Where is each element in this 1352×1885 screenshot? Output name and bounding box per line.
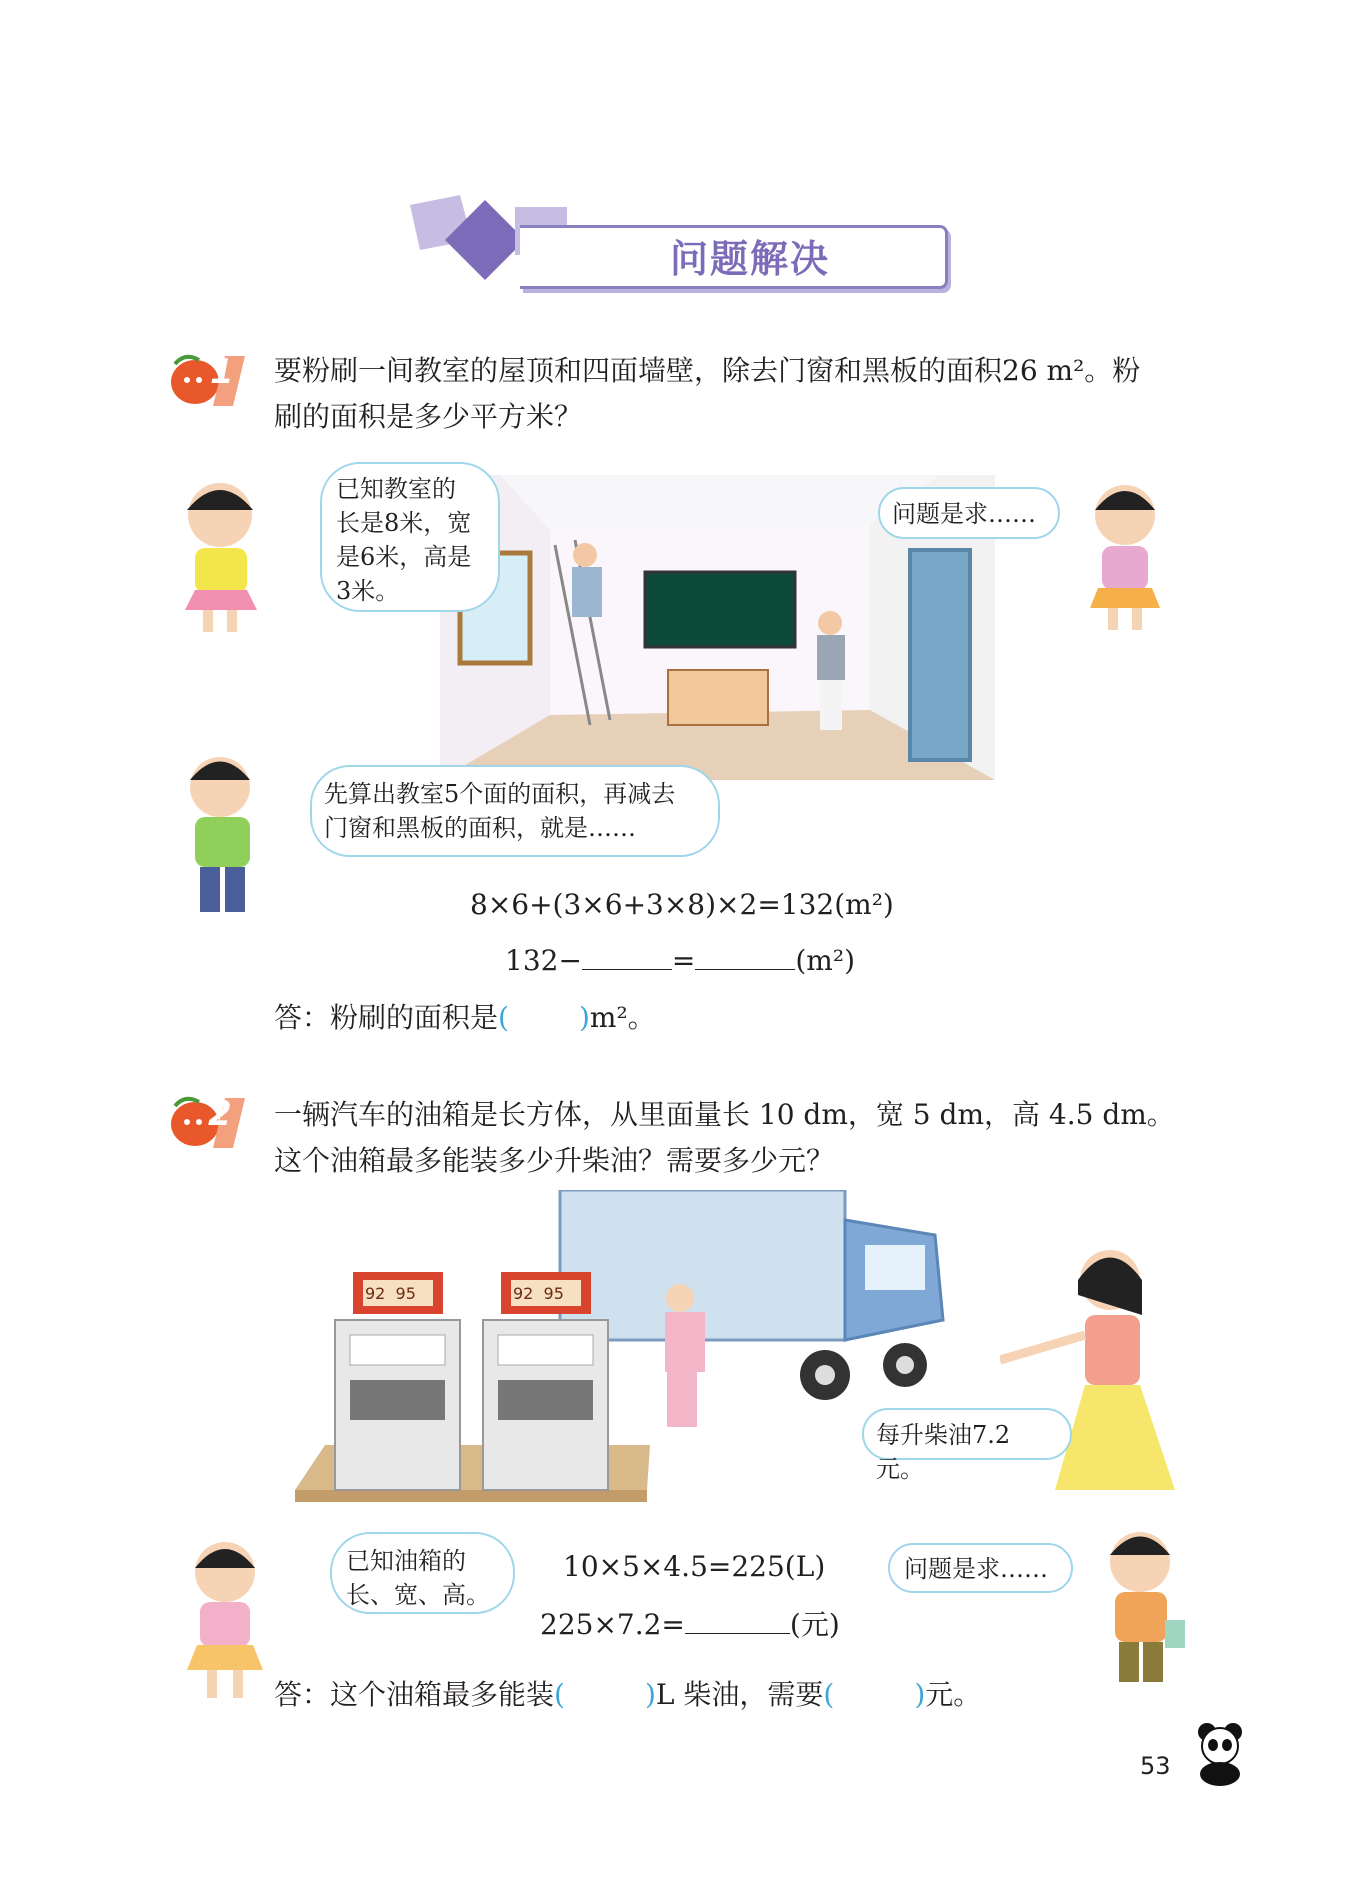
answer-2 bbox=[274, 1672, 981, 1718]
paren-open: ( bbox=[498, 1001, 509, 1034]
girl-figure-left bbox=[165, 470, 280, 640]
equals-sign: = bbox=[671, 944, 696, 977]
bubble-line: 3米。 bbox=[336, 577, 400, 605]
bubble-text: 问题是求…… bbox=[904, 1555, 1048, 1583]
equation-cost bbox=[540, 1603, 840, 1643]
bubble-line: 先算出教室5个面的面积，再减去 bbox=[324, 780, 676, 808]
equation-subtraction bbox=[505, 943, 855, 977]
equation-surface-area: 8×6+(3×6+3×8)×2=132(m²) bbox=[470, 888, 894, 921]
equation-left: 132− bbox=[505, 944, 582, 977]
girl-figure-right bbox=[1060, 470, 1190, 640]
girl-character-icon bbox=[1060, 470, 1190, 640]
panda-mascot bbox=[1185, 1718, 1255, 1788]
paren-close: ) bbox=[578, 1001, 590, 1034]
page-title: 问题解决 bbox=[670, 236, 831, 281]
equation-volume: 10×5×4.5=225(L) bbox=[563, 1550, 826, 1583]
bubble-line: 门窗和黑板的面积，就是…… bbox=[324, 814, 636, 842]
fuel-grade: 92 bbox=[365, 1284, 386, 1303]
pump-1-label bbox=[365, 1284, 416, 1303]
panda-icon bbox=[1185, 1718, 1255, 1788]
bubble-method bbox=[310, 765, 720, 857]
blank-field[interactable] bbox=[695, 943, 795, 970]
bubble-diesel-price bbox=[862, 1408, 1072, 1483]
bubble-known-dimensions bbox=[320, 462, 500, 612]
fuel-grade: 95 bbox=[543, 1284, 564, 1303]
bubble-question-is bbox=[878, 487, 1060, 539]
bubble-line: 是6米，高是 bbox=[336, 543, 472, 571]
paren-close: ) bbox=[644, 1678, 656, 1711]
equation-unit: (m²) bbox=[795, 944, 855, 977]
boy-figure-left bbox=[165, 745, 285, 925]
answer-prefix: 答：这个油箱最多能装 bbox=[274, 1678, 555, 1711]
boy-character-icon bbox=[165, 745, 285, 925]
paren-close: ) bbox=[914, 1678, 926, 1711]
blank-field[interactable] bbox=[685, 1607, 790, 1634]
answer-1 bbox=[274, 995, 656, 1041]
answer-suffix: 元。 bbox=[925, 1678, 982, 1711]
blank-field[interactable] bbox=[582, 943, 672, 970]
equation-unit: (元) bbox=[789, 1608, 840, 1641]
bubble-line: 已知油箱的 bbox=[346, 1547, 466, 1575]
bubble-line: 长是8米，宽 bbox=[336, 509, 472, 537]
problem-1-text-line1: 要粉刷一间教室的屋顶和四面墙壁，除去门窗和黑板的面积26 m²。粉 bbox=[274, 354, 1141, 387]
bubble-known-tank bbox=[330, 1532, 515, 1614]
pump-2-label bbox=[513, 1284, 564, 1303]
bubble-text: 问题是求…… bbox=[892, 500, 1036, 528]
girl-character-icon bbox=[165, 470, 280, 640]
problem-2-number: 2 bbox=[208, 1094, 232, 1134]
bubble-question-is-2 bbox=[888, 1543, 1073, 1593]
problem-2-text-line2: 这个油箱最多能装多少升柴油？需要多少元？ bbox=[274, 1144, 835, 1177]
problem-1-text-line2: 刷的面积是多少平方米？ bbox=[274, 400, 583, 433]
boy-figure-bottom bbox=[1085, 1520, 1200, 1700]
paren-open: ( bbox=[823, 1678, 835, 1711]
answer-suffix: m²。 bbox=[589, 1001, 656, 1034]
problem-2-text-line1: 一辆汽车的油箱是长方体，从里面量长 10 dm，宽 5 dm，高 4.5 dm。 bbox=[274, 1098, 1175, 1131]
fuel-grade: 95 bbox=[395, 1284, 416, 1303]
bubble-text: 每升柴油7.2元。 bbox=[876, 1421, 1011, 1483]
paren-open: ( bbox=[554, 1678, 565, 1711]
page-number: 53 bbox=[1140, 1752, 1171, 1780]
bubble-line: 已知教室的 bbox=[336, 475, 456, 503]
answer-prefix: 答：粉刷的面积是 bbox=[274, 1001, 499, 1034]
bubble-line: 长、宽、高。 bbox=[346, 1581, 490, 1609]
woman-figure bbox=[1000, 1235, 1190, 1500]
answer-mid: L 柴油，需要 bbox=[655, 1678, 824, 1711]
fuel-grade: 92 bbox=[513, 1284, 534, 1303]
equation-left: 225×7.2= bbox=[540, 1608, 685, 1641]
problem-1-number: 1 bbox=[210, 352, 234, 392]
woman-character-icon bbox=[1000, 1235, 1190, 1500]
boy-character-icon bbox=[1085, 1520, 1200, 1700]
gas-station-illustration bbox=[295, 1190, 945, 1510]
